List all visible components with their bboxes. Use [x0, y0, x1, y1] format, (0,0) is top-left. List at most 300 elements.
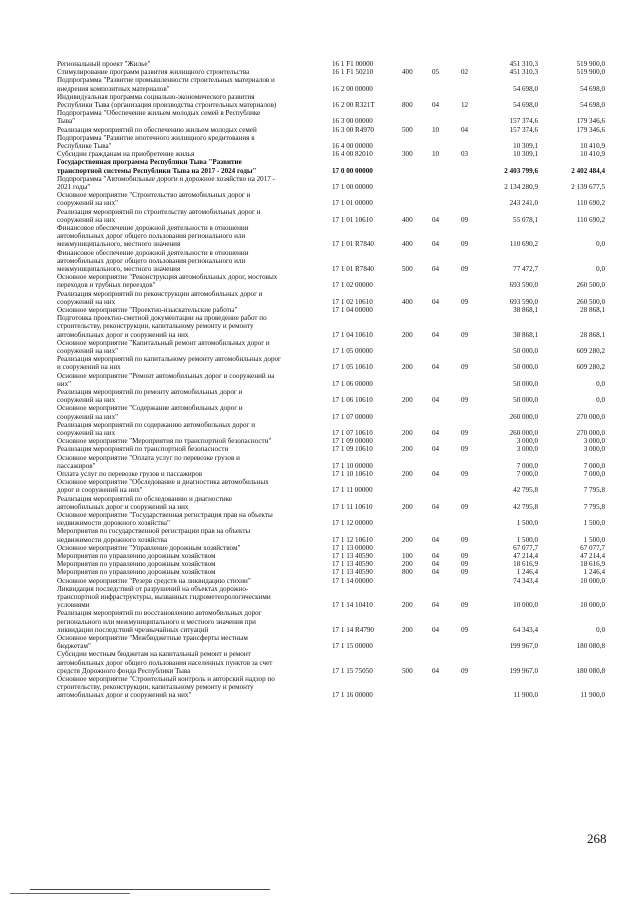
- table-row: [0, 249, 639, 274]
- cell-pr: 09: [461, 396, 469, 405]
- row-name-line: межмуниципального, местного значения: [57, 240, 181, 249]
- cell-rz: 05: [432, 68, 440, 77]
- table-row: [0, 511, 639, 527]
- cell-rz: 04: [432, 396, 440, 405]
- cell-vr: 300: [402, 150, 413, 159]
- cell-s1: 50 000,0: [513, 346, 538, 355]
- cell-s2: 110 690,2: [576, 199, 605, 208]
- cell-s1: 10 309,1: [513, 141, 538, 150]
- cell-s2: 54 698,0: [580, 84, 605, 93]
- cell-code: 16 2 00 R321T: [332, 100, 375, 109]
- cell-s1: 260 000,0: [509, 412, 538, 421]
- row-name-line: Реализация мероприятий по ремонту автомобильных дорог и: [57, 388, 243, 396]
- cell-s2: 7 795,8: [583, 502, 605, 511]
- row-name: [57, 93, 331, 109]
- cell-code: 17 1 13 00000: [332, 543, 373, 552]
- cell-code: 17 1 14 00000: [332, 576, 373, 585]
- row-name-line: Финансовое обеспечение дорожной деятельности в отношении: [57, 248, 249, 257]
- cell-rz: 10: [432, 150, 440, 159]
- row-name-line: транспортной инфраструктуры, вызванных гидрометеорологическими: [57, 593, 271, 601]
- cell-vr: 800: [402, 568, 413, 577]
- row-name: [57, 609, 331, 634]
- cell-s2: 3 000,0: [583, 437, 605, 446]
- row-name-line: Подготовка проектно-сметной документации на проведение работ по: [57, 314, 267, 323]
- cell-rz: 04: [432, 445, 440, 454]
- row-name: [57, 568, 331, 576]
- cell-code: 17 1 05 00000: [332, 346, 373, 355]
- row-name-line: Региональный проект "Жилье": [57, 60, 151, 68]
- row-name-line: Стимулирование программ развития жилищного строительства: [57, 68, 250, 77]
- row-name: [57, 290, 331, 306]
- cell-pr: 02: [461, 68, 469, 77]
- table-row: [0, 224, 639, 249]
- table-row: [0, 388, 639, 404]
- cell-s1: 54 698,0: [513, 100, 538, 109]
- row-name-line: пассажиров": [57, 461, 96, 470]
- row-name: [57, 495, 331, 511]
- row-name: [57, 478, 331, 494]
- row-name-line: Основное мероприятие "Строительный контроль и авторский надзор по: [57, 675, 275, 683]
- cell-vr: 400: [402, 68, 413, 77]
- row-name-line: ликвидации последствий чрезвычайных ситуаций: [57, 625, 209, 634]
- table-row: [0, 470, 639, 478]
- cell-pr: 12: [461, 100, 469, 109]
- cell-s2: 28 868,1: [580, 330, 605, 339]
- row-name-line: условиями: [57, 601, 90, 610]
- cell-s1: 42 795,8: [513, 486, 538, 495]
- cell-code: 17 1 13 40590: [332, 560, 373, 569]
- cell-vr: 100: [402, 552, 413, 560]
- cell-s2: 1 246,4: [583, 568, 605, 577]
- cell-vr: 400: [402, 215, 413, 224]
- row-name: [57, 208, 331, 224]
- cell-s1: 7 000,0: [516, 461, 538, 470]
- cell-s1: 199 967,0: [509, 666, 538, 675]
- row-name-line: сооружений на них": [57, 412, 119, 421]
- cell-vr: 200: [402, 445, 413, 454]
- cell-s2: 7 000,0: [583, 461, 605, 470]
- row-name: [57, 511, 331, 527]
- row-name: [57, 175, 331, 191]
- row-name-line: Основное мероприятие "Управление дорожным хозяйством": [57, 543, 241, 552]
- row-name-line: автомобильных дорог общего пользования регионального или: [57, 256, 246, 265]
- table-row: [0, 634, 639, 650]
- row-name-line: сооружений на них: [57, 215, 116, 224]
- row-name: [57, 126, 331, 134]
- cell-pr: 09: [461, 560, 469, 569]
- row-name-line: Республике Тыва": [57, 142, 112, 150]
- cell-pr: 09: [461, 240, 469, 249]
- table-row: [0, 585, 639, 610]
- cell-pr: 09: [461, 215, 469, 224]
- row-name-line: сооружений на них: [57, 429, 116, 437]
- cell-s2: 11 900,0: [580, 691, 605, 700]
- cell-s2: 609 280,2: [576, 346, 605, 355]
- row-name-line: Основное мероприятие "Государственная регистрация прав на объекты: [57, 511, 273, 519]
- cell-s1: 243 241,0: [509, 199, 538, 208]
- row-name-line: и сооружений на них: [57, 363, 121, 372]
- table-row: [0, 552, 639, 560]
- cell-pr: 09: [461, 502, 469, 511]
- cell-pr: 09: [461, 568, 469, 577]
- cell-s2: 0,0: [596, 396, 605, 405]
- row-name-line: Реализация мероприятий по капитальному ремонту автомобильных дорог: [57, 355, 281, 364]
- cell-code: 16 1 F1 50210: [332, 68, 374, 77]
- table-row: [0, 544, 639, 552]
- row-name-line: Основное мероприятие "Строительство автомобильных дорог и: [57, 191, 251, 200]
- table-row: [0, 208, 639, 224]
- cell-code: 16 4 00 00000: [332, 141, 373, 150]
- row-name-line: автомобильных дорог общего пользования населенных пунктов за счет: [57, 658, 273, 667]
- cell-s1: 67 077,7: [513, 543, 538, 552]
- cell-code: 17 1 06 10610: [332, 396, 373, 405]
- cell-code: 17 1 07 10610: [332, 428, 373, 437]
- cell-s2: 0,0: [596, 379, 605, 388]
- row-name: [57, 355, 331, 371]
- table-row: [0, 339, 639, 355]
- row-name: [57, 675, 331, 700]
- cell-code: 17 1 05 10610: [332, 363, 373, 372]
- cell-code: 17 1 11 00000: [332, 486, 373, 495]
- row-name-line: недвижимости дорожного хозяйства: [57, 535, 168, 544]
- table-row: [0, 273, 639, 289]
- cell-rz: 04: [432, 264, 440, 273]
- row-name-line: дорог и сооружений на них": [57, 486, 143, 495]
- cell-s2: 0,0: [596, 240, 605, 249]
- cell-s1: 50 000,0: [513, 396, 538, 405]
- table-row: [0, 126, 639, 134]
- table-row: [0, 68, 639, 76]
- cell-s2: 519 900,0: [576, 68, 605, 77]
- cell-s1: 55 078,1: [513, 215, 538, 224]
- row-name-line: Основное мероприятие "Обследование и диагностика автомобильных: [57, 478, 269, 487]
- cell-code: 17 1 09 00000: [332, 437, 373, 446]
- cell-code: 17 1 02 10610: [332, 297, 373, 306]
- scan-artifact-line: [30, 889, 270, 890]
- cell-s1: 2 134 280,9: [504, 182, 538, 191]
- cell-pr: 09: [461, 428, 469, 437]
- cell-pr: 03: [461, 150, 469, 159]
- row-name: [57, 470, 331, 478]
- cell-code: 16 3 00 00000: [332, 117, 373, 126]
- cell-s2: 270 000,0: [576, 412, 605, 421]
- cell-rz: 04: [432, 502, 440, 511]
- row-name-line: транспортной системы Республики Тыва на 2017 - 2024 годы": [57, 166, 257, 175]
- cell-rz: 04: [432, 601, 440, 610]
- cell-s1: 1 246,4: [516, 568, 538, 577]
- table-row: [0, 421, 639, 437]
- row-name-line: переходов и трубных переездов": [57, 281, 156, 290]
- cell-code: 16 2 00 00000: [332, 84, 373, 93]
- cell-code: 17 1 01 00000: [332, 199, 373, 208]
- table-row: [0, 150, 639, 158]
- row-name: [57, 306, 331, 314]
- cell-code: 17 1 12 10610: [332, 535, 373, 544]
- cell-s2: 0,0: [596, 625, 605, 634]
- cell-code: 17 1 06 00000: [332, 379, 373, 388]
- cell-rz: 04: [432, 240, 440, 249]
- row-name-line: Основное мероприятие "Капитальный ремонт автомобильных дорог и: [57, 338, 270, 347]
- cell-s2: 10 000,0: [580, 576, 605, 585]
- cell-s1: 451 310,3: [509, 60, 538, 68]
- row-name-line: сооружений на них: [57, 396, 116, 405]
- row-name: [57, 421, 331, 437]
- cell-vr: 200: [402, 428, 413, 437]
- row-name: [57, 577, 331, 585]
- cell-code: 17 1 12 00000: [332, 519, 373, 528]
- cell-code: 17 1 13 40590: [332, 552, 373, 560]
- cell-vr: 800: [402, 100, 413, 109]
- row-name-line: Основное мероприятие "Реконструкция автомобильных дорог, мостовых: [57, 273, 278, 282]
- row-name: [57, 388, 331, 404]
- row-name-line: Мероприятия по управлению дорожным хозяйством: [57, 552, 216, 560]
- cell-code: 17 1 01 10610: [332, 215, 373, 224]
- cell-s2: 10 000,0: [580, 601, 605, 610]
- cell-vr: 500: [402, 264, 413, 273]
- cell-pr: 09: [461, 625, 469, 634]
- cell-vr: 200: [402, 535, 413, 544]
- row-name-line: автомобильных дорог и сооружений на них: [57, 330, 189, 339]
- table-row: [0, 454, 639, 470]
- row-name-line: регионального или межмуниципального и местного значения при: [57, 617, 256, 626]
- table-row: [0, 568, 639, 576]
- cell-s1: 260 000,0: [509, 428, 538, 437]
- cell-pr: 09: [461, 470, 469, 478]
- row-name-line: Реализация мероприятий по реконструкции автомобильных дорог и: [57, 289, 263, 298]
- cell-rz: 04: [432, 666, 440, 675]
- row-name: [57, 552, 331, 560]
- cell-s1: 18 616,9: [513, 560, 538, 569]
- cell-s2: 519 900,0: [576, 60, 605, 68]
- row-name-line: Мероприятия по управлению дорожным хозяйством: [57, 568, 216, 577]
- row-name-line: недвижимости дорожного хозяйства": [57, 519, 170, 528]
- row-name: [57, 634, 331, 650]
- cell-rz: 04: [432, 100, 440, 109]
- cell-s1: 693 590,0: [509, 281, 538, 290]
- cell-code: 17 1 11 10610: [332, 502, 373, 511]
- cell-s1: 1 500,0: [516, 535, 538, 544]
- cell-s1: 54 698,0: [513, 84, 538, 93]
- row-name: [57, 191, 331, 207]
- cell-s2: 1 500,0: [583, 535, 605, 544]
- row-name-line: Реализация мероприятий по содержанию автомобильных дорог и: [57, 420, 256, 429]
- row-name-line: Реализация мероприятий по транспортной безопасности: [57, 445, 229, 454]
- row-name-line: Реализация мероприятий по обеспечению жильем молодых семей: [57, 125, 257, 134]
- cell-code: 16 1 F1 00000: [332, 60, 374, 68]
- cell-vr: 200: [402, 396, 413, 405]
- cell-vr: 200: [402, 470, 413, 478]
- cell-s1: 451 310,3: [509, 68, 538, 77]
- cell-s1: 199 967,0: [509, 642, 538, 651]
- cell-s2: 180 080,8: [576, 642, 605, 651]
- row-name: [57, 339, 331, 355]
- cell-rz: 04: [432, 215, 440, 224]
- cell-s1: 10 000,0: [513, 601, 538, 610]
- cell-pr: 09: [461, 601, 469, 610]
- table-row: [0, 191, 639, 207]
- row-name: [57, 454, 331, 470]
- row-name: [57, 372, 331, 388]
- cell-s1: 157 374,6: [509, 125, 538, 134]
- cell-rz: 04: [432, 470, 440, 478]
- row-name-line: сооружений на них: [57, 297, 116, 306]
- row-name: [57, 249, 331, 274]
- cell-s2: 28 868,1: [580, 306, 605, 314]
- cell-s2: 260 500,0: [576, 281, 605, 290]
- row-name-line: автомобильных дорог общего пользования регионального или: [57, 232, 246, 241]
- table-row: [0, 175, 639, 191]
- table-row: [0, 158, 639, 174]
- cell-code: 16 4 00 82010: [332, 150, 373, 159]
- cell-vr: 200: [402, 363, 413, 372]
- row-name-line: межмуниципального, местного значения: [57, 265, 181, 273]
- row-name: [57, 544, 331, 552]
- row-name: [57, 527, 331, 543]
- cell-s1: 42 795,8: [513, 502, 538, 511]
- row-name: [57, 273, 331, 289]
- cell-s1: 50 000,0: [513, 379, 538, 388]
- row-name-line: автомобильных дорог и сооружений на них": [57, 691, 192, 700]
- cell-s2: 3 000,0: [583, 445, 605, 454]
- cell-s1: 10 309,1: [513, 150, 538, 159]
- row-name: [57, 134, 331, 150]
- table-row: [0, 560, 639, 568]
- cell-code: 17 1 00 00000: [332, 182, 373, 191]
- cell-s1: 3 000,0: [516, 445, 538, 454]
- cell-code: 17 1 10 00000: [332, 461, 373, 470]
- cell-code: 17 1 07 00000: [332, 412, 373, 421]
- cell-pr: 09: [461, 363, 469, 372]
- table-row: [0, 306, 639, 314]
- cell-vr: 200: [402, 330, 413, 339]
- row-name-line: Субсидии гражданам на приобретение жилья: [57, 150, 195, 159]
- row-name: [57, 585, 331, 610]
- cell-pr: 09: [461, 297, 469, 306]
- row-name-line: Ликвидация последствий от разрушений на объектах дорожно-: [57, 584, 249, 593]
- row-name: [57, 560, 331, 568]
- cell-s1: 38 868,1: [513, 306, 538, 314]
- cell-s1: 110 690,2: [509, 240, 538, 249]
- cell-s2: 67 077,7: [580, 543, 605, 552]
- row-name-line: сооружений на них": [57, 347, 119, 355]
- cell-pr: 09: [461, 552, 469, 560]
- row-name: [57, 650, 331, 675]
- page-number: 268: [587, 831, 607, 846]
- cell-code: 17 1 01 R7840: [332, 240, 374, 249]
- scan-artifact-line: [10, 893, 130, 894]
- cell-s2: 1 500,0: [583, 519, 605, 528]
- cell-s1: 64 343,4: [513, 625, 538, 634]
- row-name-line: Оплата услуг по перевозке грузов и пассажиров: [57, 470, 203, 478]
- cell-s1: 7 000,0: [516, 470, 538, 478]
- table-row: [0, 355, 639, 371]
- table-row: [0, 445, 639, 453]
- table-row: [0, 109, 639, 125]
- row-name-line: сооружений на них": [57, 199, 119, 208]
- cell-s1: 2 403 799,6: [504, 166, 538, 175]
- cell-code: 17 1 09 10610: [332, 445, 373, 454]
- row-name-line: Основное мероприятие "Межбюджетные трансферты местным: [57, 634, 248, 642]
- cell-vr: 200: [402, 560, 413, 569]
- table-row: [0, 93, 639, 109]
- cell-s2: 7 795,8: [583, 486, 605, 495]
- cell-code: 17 1 04 10610: [332, 330, 373, 339]
- cell-code: 17 1 14 R4790: [332, 625, 374, 634]
- cell-vr: 500: [402, 666, 413, 675]
- row-name-line: автомобильных дорог и сооружений на них: [57, 502, 189, 511]
- table-row: [0, 609, 639, 634]
- row-name-line: Мероприятия по государственной регистрации прав на объекты: [57, 527, 251, 536]
- row-name-line: Тыва": [57, 117, 76, 126]
- row-name-line: Реализация мероприятий по строительству автомобильных дорог и: [57, 207, 261, 216]
- table-row: [0, 437, 639, 445]
- cell-s2: 180 080,8: [576, 666, 605, 675]
- cell-vr: 500: [402, 125, 413, 134]
- row-name: [57, 60, 331, 68]
- row-name: [57, 224, 331, 249]
- row-name-line: Подпрограмма "Развитие ипотечного жилищного кредитования в: [57, 133, 255, 142]
- row-name-line: Основное мероприятие "Содержание автомобильных дорог и: [57, 404, 243, 413]
- cell-s2: 7 000,0: [583, 470, 605, 478]
- row-name-line: Реализация мероприятий по восстановлению автомобильных дорог: [57, 609, 262, 618]
- cell-vr: 200: [402, 601, 413, 610]
- cell-s1: 77 472,7: [513, 264, 538, 273]
- cell-code: 16 3 00 R4970: [332, 125, 374, 134]
- row-name-line: Основное мероприятие "Резерв средств на ликвидацию стихии": [57, 576, 251, 585]
- cell-rz: 04: [432, 560, 440, 569]
- cell-code: 17 1 14 10410: [332, 601, 373, 610]
- row-name-line: Основное мероприятие "Оплата услуг по перевозке грузов и: [57, 453, 240, 462]
- cell-s2: 47 214,4: [580, 552, 605, 560]
- cell-rz: 04: [432, 568, 440, 577]
- cell-code: 17 1 15 00000: [332, 642, 373, 651]
- row-name-line: Основное мероприятие "Мероприятия по транспортной безопасности": [57, 437, 272, 446]
- table-row: [0, 527, 639, 543]
- cell-s1: 11 900,0: [513, 691, 538, 700]
- cell-s1: 1 500,0: [516, 519, 538, 528]
- table-row: [0, 577, 639, 585]
- cell-s2: 179 346,6: [576, 117, 605, 126]
- row-name-line: Реализация мероприятий по обследованию и диагностике: [57, 494, 233, 503]
- row-name: [57, 437, 331, 445]
- row-name-line: средств Дорожного фонда Республики Тыва: [57, 666, 191, 675]
- row-name-line: Основное мероприятие "Проектно-изыскательские работы": [57, 306, 238, 314]
- row-name: [57, 150, 331, 158]
- cell-vr: 400: [402, 240, 413, 249]
- row-name-line: Мероприятия по управлению дорожным хозяйством: [57, 560, 216, 569]
- cell-s2: 260 500,0: [576, 297, 605, 306]
- row-name-line: них": [57, 379, 72, 388]
- cell-s1: 50 000,0: [513, 363, 538, 372]
- cell-s2: 10 410,9: [580, 141, 605, 150]
- cell-pr: 09: [461, 330, 469, 339]
- cell-code: 17 1 16 00000: [332, 691, 373, 700]
- row-name-line: строительству, реконструкции, капитальному ремонту и ремонту: [57, 683, 254, 692]
- row-name-line: Финансовое обеспечение дорожной деятельности в отношении: [57, 224, 249, 232]
- cell-s1: 693 590,0: [509, 297, 538, 306]
- cell-rz: 04: [432, 428, 440, 437]
- cell-rz: 04: [432, 363, 440, 372]
- cell-s1: 3 000,0: [516, 437, 538, 446]
- table-row: [0, 478, 639, 494]
- cell-code: 17 1 01 R7840: [332, 264, 374, 273]
- row-name-line: Государственная программа Республики Тыва "Развитие: [57, 158, 242, 167]
- row-name-line: Республики Тыва (организация производства строительных материалов): [57, 101, 277, 109]
- table-row: [0, 134, 639, 150]
- table-row: [0, 372, 639, 388]
- table-row: [0, 675, 639, 700]
- cell-pr: 09: [461, 666, 469, 675]
